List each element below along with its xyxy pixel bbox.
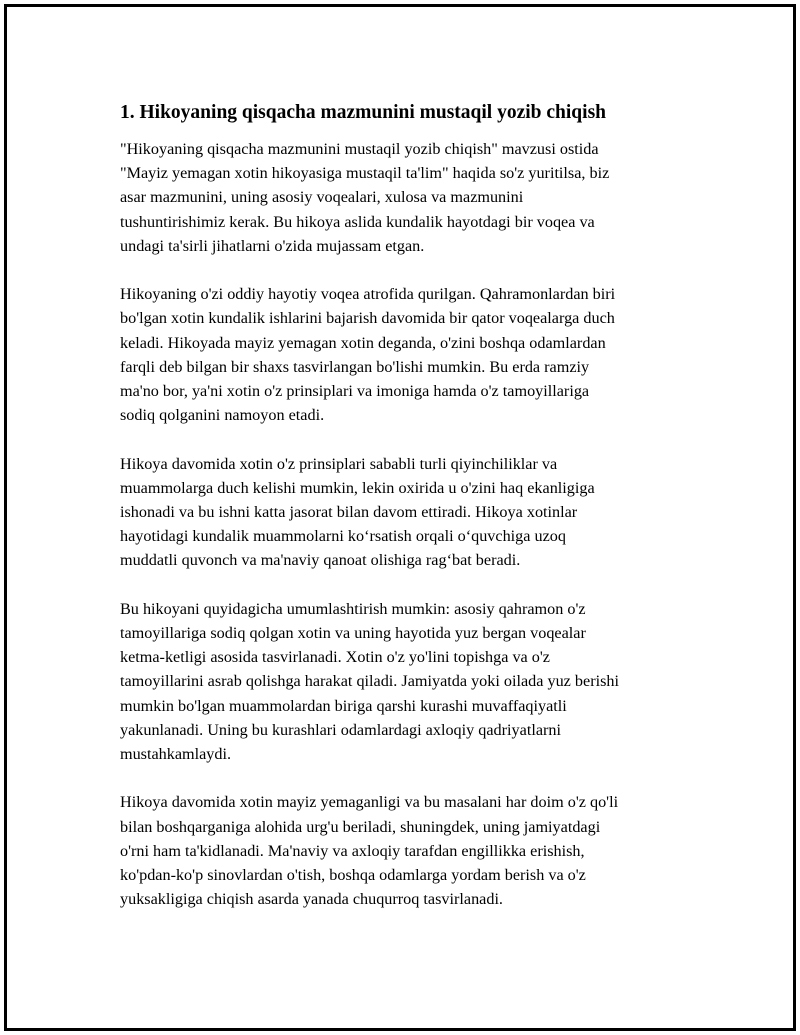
text-line: asar mazmunini, uning asosiy voqealari, xulosa va mazmunini (120, 188, 524, 207)
document-title: 1. Hikoyaning qisqacha mazmunini mustaqil yozib chiqish (120, 102, 607, 123)
text-line: Bu hikoyani quyidagicha umumlashtirish mumkin: asosiy qahramon o'z (120, 599, 586, 618)
text-line: mustahkamlaydi. (120, 745, 232, 764)
text-line: tamoyillarini asrab qolishga harakat qiladi. Jamiyatda yoki oilada yuz berishi (120, 672, 619, 691)
page-border (4, 4, 796, 1031)
text-line: hayotidagi kundalik muammolarni ko‘rsatish orqali o‘quvchiga uzoq (120, 527, 566, 546)
text-line: "Mayiz yemagan xotin hikoyasiga mustaqil ta'lim" haqida so'z yuritilsa, biz (120, 164, 610, 183)
text-line: Hikoya davomida xotin o'z prinsiplari sababli turli qiyinchiliklar va (120, 454, 558, 473)
paragraph-1 (120, 137, 695, 258)
text-line: ishonadi va bu ishni katta jasorat bilan davom ettiradi. Hikoya xotinlar (120, 503, 578, 522)
text-line: mumkin bo'lgan muammolardan biriga qarshi kurashi muvaffaqiyatli (120, 696, 567, 715)
text-line: yakunlanadi. Uning bu kurashlari odamlardagi axloqiy qadriyatlarni (120, 720, 561, 739)
text-line: Hikoyaning o'zi oddiy hayotiy voqea atrofida qurilgan. Qahramonlardan biri (120, 285, 616, 304)
text-line: undagi ta'sirli jihatlarni o'zida mujassam etgan. (120, 236, 425, 255)
text-line: Hikoya davomida xotin mayiz yemaganligi va bu masalani har doim o'z qo'li (120, 793, 619, 812)
text-line: farqli deb bilgan bir shaxs tasvirlangan bo'lishi mumkin. Bu erda ramziy (120, 357, 590, 376)
text-line: sodiq qolganini namoyon etadi. (120, 406, 325, 425)
text-line: yuksakligiga chiqish asarda yanada chuqurroq tasvirlanadi. (120, 890, 503, 909)
text-line: bo'lgan xotin kundalik ishlarini bajarish davomida bir qator voqealarga duch (120, 309, 615, 328)
text-line: keladi. Hikoyada mayiz yemagan xotin deganda, o'zini boshqa odamlardan (120, 333, 606, 352)
paragraph-2 (120, 282, 695, 427)
paragraph-3 (120, 452, 695, 573)
paragraph-5 (120, 790, 695, 911)
text-line: tushuntirishimiz kerak. Bu hikoya aslida kundalik hayotdagi bir voqea va (120, 212, 595, 231)
text-line: "Hikoyaning qisqacha mazmunini mustaqil yozib chiqish" mavzusi ostida (120, 140, 599, 158)
text-line: ketma-ketligi asosida tasvirlanadi. Xotin o'z yo'lini topishga va o'z (120, 648, 550, 667)
text-line: muammolarga duch kelishi mumkin, lekin oxirida u o'zini haq ekanligiga (120, 478, 595, 497)
text-line: ma'no bor, ya'ni xotin o'z prinsiplari va imoniga hamda o'z tamoyillariga (120, 382, 590, 401)
text-line: tamoyillariga sodiq qolgan xotin va uning hayotida yuz bergan voqealar (120, 624, 586, 643)
text-line: muddatli quvonch va ma'naviy qanoat olishiga rag‘bat beradi. (120, 551, 521, 570)
text-line: o'rni ham ta'kidlanadi. Ma'naviy va axloqiy tarafdan engillikka erishish, (120, 841, 585, 860)
text-line: bilan boshqarganiga alohida urg'u beriladi, shuningdek, uning jamiyatdagi (120, 817, 601, 836)
document-body (120, 99, 695, 936)
paragraph-4 (120, 597, 695, 766)
text-line: ko'pdan-ko'p sinovlardan o'tish, boshqa odamlarga yordam berish va o'z (120, 866, 586, 885)
